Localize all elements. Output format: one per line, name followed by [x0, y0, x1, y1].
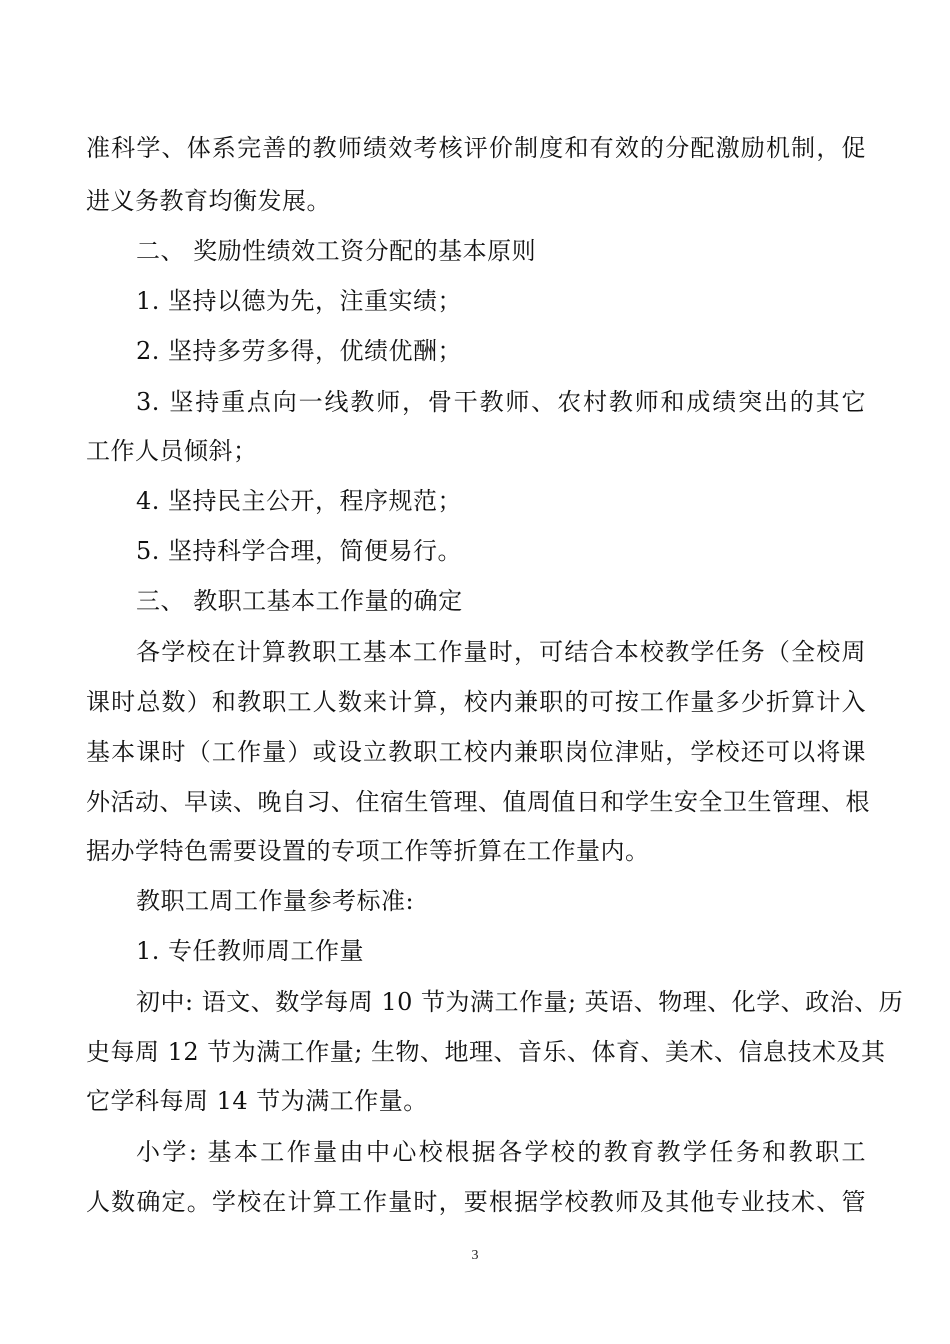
list-item: 3. 坚持重点向一线教师，骨干教师、农村教师和成绩突出的其它 [136, 388, 866, 416]
paragraph-line: 据办学特色需要设置的专项工作等折算在工作量内。 [86, 837, 650, 865]
list-item: 1. 坚持以德为先，注重实绩； [136, 287, 463, 315]
paragraph-line: 史每周 12 节为满工作量; 生物、地理、音乐、体育、美术、信息技术及其 [86, 1038, 886, 1066]
paragraph-line: 初中: 语文、数学每周 10 节为满工作量; 英语、物理、化学、政治、历 [136, 988, 904, 1016]
paragraph-line: 人数确定。学校在计算工作量时，要根据学校教师及其他专业技术、管 [86, 1188, 866, 1216]
paragraph-line: 它学科每周 14 节为满工作量。 [86, 1087, 428, 1115]
paragraph-line: 进义务教育均衡发展。 [86, 187, 331, 215]
section-heading: 三、 教职工基本工作量的确定 [136, 587, 463, 615]
list-item: 5. 坚持科学合理，简便易行。 [136, 537, 463, 565]
paragraph-line: 外活动、早读、晚自习、住宿生管理、值周值日和学生安全卫生管理、根 [86, 788, 870, 816]
list-item: 2. 坚持多劳多得，优绩优酬； [136, 337, 463, 365]
paragraph-line: 基本课时（工作量）或设立教职工校内兼职岗位津贴，学校还可以将课 [86, 738, 866, 766]
paragraph-line: 准科学、体系完善的教师绩效考核评价制度和有效的分配激励机制，促 [86, 134, 866, 162]
list-item: 4. 坚持民主公开，程序规范； [136, 487, 463, 515]
list-item: 1. 专任教师周工作量 [136, 937, 365, 965]
paragraph-line: 课时总数）和教职工人数来计算，校内兼职的可按工作量多少折算计入 [86, 688, 866, 716]
paragraph-line: 教职工周工作量参考标准: [136, 887, 415, 915]
paragraph-line: 小学: 基本工作量由中心校根据各学校的教育教学任务和教职工 [136, 1138, 866, 1166]
page-number: 3 [471, 1248, 479, 1263]
paragraph-line: 各学校在计算教职工基本工作量时，可结合本校教学任务（全校周 [136, 638, 866, 666]
paragraph-line: 工作人员倾斜； [86, 437, 258, 465]
section-heading: 二、 奖励性绩效工资分配的基本原则 [136, 237, 537, 265]
